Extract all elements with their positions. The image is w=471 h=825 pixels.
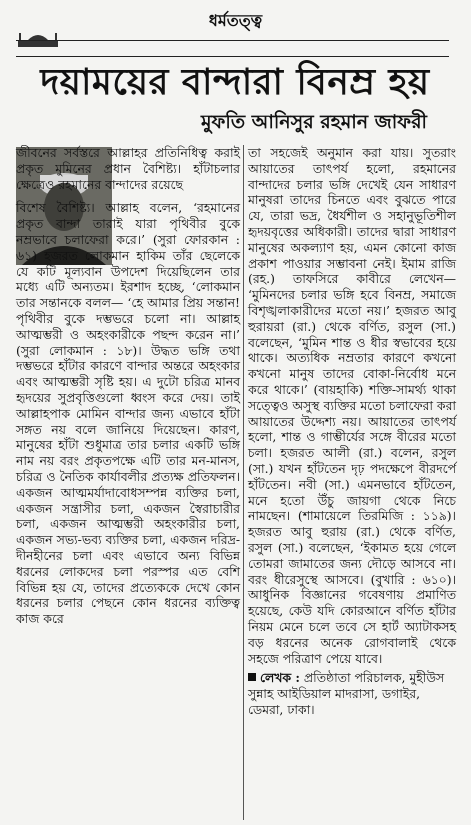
square-bullet-icon bbox=[248, 673, 256, 681]
author-note bbox=[248, 670, 456, 717]
author-note-text: প্রতিষ্ঠাতা পরিচালক, মুহীউস সুন্নাহ আইডিয়াল মাদরাসা, ডগাইর, ডেমরা, ঢাকা। bbox=[248, 670, 445, 717]
article-column-right bbox=[248, 145, 456, 718]
section-title: ধর্মতত্ত্ব bbox=[208, 11, 263, 30]
divider-line bbox=[16, 56, 449, 57]
article-column-left bbox=[16, 145, 240, 627]
article-text: তা সহজেই অনুমান করা যায়। সুতরাং আয়াতের তাৎপর্য হলো, রহমানের বান্দাদের চলার ভঙ্গি দেখেই যেন সাধারণ মানুষরা তাদের চিনতে এবং বুঝতে পারে যে, তারা ভদ্র, ধৈর্যশীল ও সহানুভূতিশীল হৃদয়বৃত্তের অধিকারী। তাদের দ্বারা সাধারণ মানুষের অকল্যাণ হয়, এমন কোনো কাজ প্রকাশ পাওয়ার সম্ভাবনা নেই। ইমাম রাজি (রহ.) তাফসিরে কাবীরে লেখেন— ‘মুমিনদের চলার ভঙ্গি হবে বিনম্র, সমাজে বিশৃঙ্খলাকারীদের মতো নয়।’ হজরত আবু হুরায়রা (রা.) থেকে বর্ণিত, রসুল (সা.) বলেছেন, ‘মুমিন শান্ত ও ধীর স্বভাবের হয়ে থাকে। অত্যধিক নম্রতার কারণে কখনো কখনো মানুষ তাদের বোকা-নির্বোধ মনে করে থাকে।’ (বায়হাকি) শক্তি-সামর্থ্য থাকা সত্ত্বেও অসুস্থ ব্যক্তির মতো চলাফেরা করা আয়াতের উদ্দেশ্য নয়। আয়াতের তাৎপর্য হলো, শান্ত ও গাম্ভীর্যের সঙ্গে বীরের মতো চলা। হজরত আলী (রা.) বলেন, রসুল (সা.) যখন হাঁটতেন দৃঢ় পদক্ষেপে বীরদর্পে হাঁটতেন। নবী (সা.) এমনভাবে হাঁটতেন, মনে হতো উঁচু জায়গা থেকে নিচে নামছেন। (শামায়েলে তিরমিজি : ১১৯)। হজরত আবু হুরায় (রা.) থেকে বর্ণিত, রসুল (সা.) বলেছেন, ‘ইকামত হয়ে গেলে তোমরা জামাতের জন্য দৌড়ে আসবে না। বরং ধীরেসুস্থে আসবে। (বুখারি : ৬১০)। আধুনিক বিজ্ঞানের গবেষণায় প্রমাণিত হয়েছে, কেউ যদি কোরআনে বর্ণিত হাঁটার নিয়ম মেনে চলে তবে সে হার্ট অ্যাটাকসহ বড় ধরনের অনেক রোগবালাই থেকে সহজে পরিত্রাণ পেয়ে যাবে। bbox=[248, 145, 456, 666]
column-divider bbox=[243, 145, 244, 820]
divider-line bbox=[16, 40, 449, 41]
headline: দয়াময়ের বান্দারা বিনম্র হয় bbox=[40, 61, 430, 103]
author-byline: মুফতি আনিসুর রহমান জাফরী bbox=[200, 111, 427, 133]
author-note-label: লেখক : bbox=[260, 670, 300, 686]
article-text: বিশেষ বৈশিষ্ট্য। আল্লাহ বলেন, ‘রহমানের প্রকৃত বান্দা তারাই যারা পৃথিবীর বুকে নম্রভাবে চলাফেরা করে।’ (সুরা ফোরকান : ৬১) হজরত লোকমান হাকিম তাঁর ছেলেকে যে কটি মূল্যবান উপদেশ দিয়েছিলেন তার মধ্যে এটি অন্যতম। ইরশাদ হচ্ছে, ‘লোকমান তার সন্তানকে বলল— ‘হে আমার প্রিয় সন্তান! পৃথিবীর বুকে দম্ভভরে চলো না। আল্লাহ আত্মম্ভরী ও অহংকারীকে পছন্দ করেন না।’ (সুরা লোকমান : ১৮)। উদ্ধত ভঙ্গি তথা দম্ভভরে হাঁটার কারণে বান্দার অন্তরে অহংকার এবং আত্মম্ভরী সৃষ্টি হয়। এ দুটো চরিত্র মানব হৃদয়ের সুপ্রবৃত্তিগুলো ধ্বংস করে দেয়। তাই আল্লাহপাক মোমিন বান্দার জন্য এভাবে হাঁটা সঙ্গত নয় বলে জানিয়ে দিয়েছেন। কারণ, মানুষের হাঁটা শুধুমাত্র তার চলার একটি ভঙ্গি নাম নয় বরং প্রকৃতপক্ষে এটি তার মন-মানস, চরিত্র ও নৈতিক কার্যাবলীর প্রত্যক্ষ প্রতিফলন। একজন আত্মমর্যাদাবোধসম্পন্ন ব্যক্তির চলা, একজন সন্ত্রাসীর চলা, একজন স্বৈরাচারীর চলা, একজন আত্মম্ভরী অহংকারীর চলা, একজন সভ্য-ভব্য ব্যক্তির চলা, একজন দরিদ্র-দীনহীনের চলা এবং এভাবে অন্য বিভিন্ন ধরনের লোকদের চলা পরস্পর এত বেশি বিভিন্ন হয় যে, তাদের প্রত্যেককে দেখে কোন ধরনের চলার পেছনে কোন ধরনের ব্যক্তিত্ব কাজ করে bbox=[16, 200, 240, 627]
article-text: জীবনের সর্বস্তরে আল্লাহর প্রতিনিধিত্ব করাই প্রকৃত মুমিনের প্রধান বৈশিষ্ট্য। হাঁটাচলার ক্ষেত্রেও রহমানের বান্দাদের রয়েছে bbox=[16, 145, 240, 192]
